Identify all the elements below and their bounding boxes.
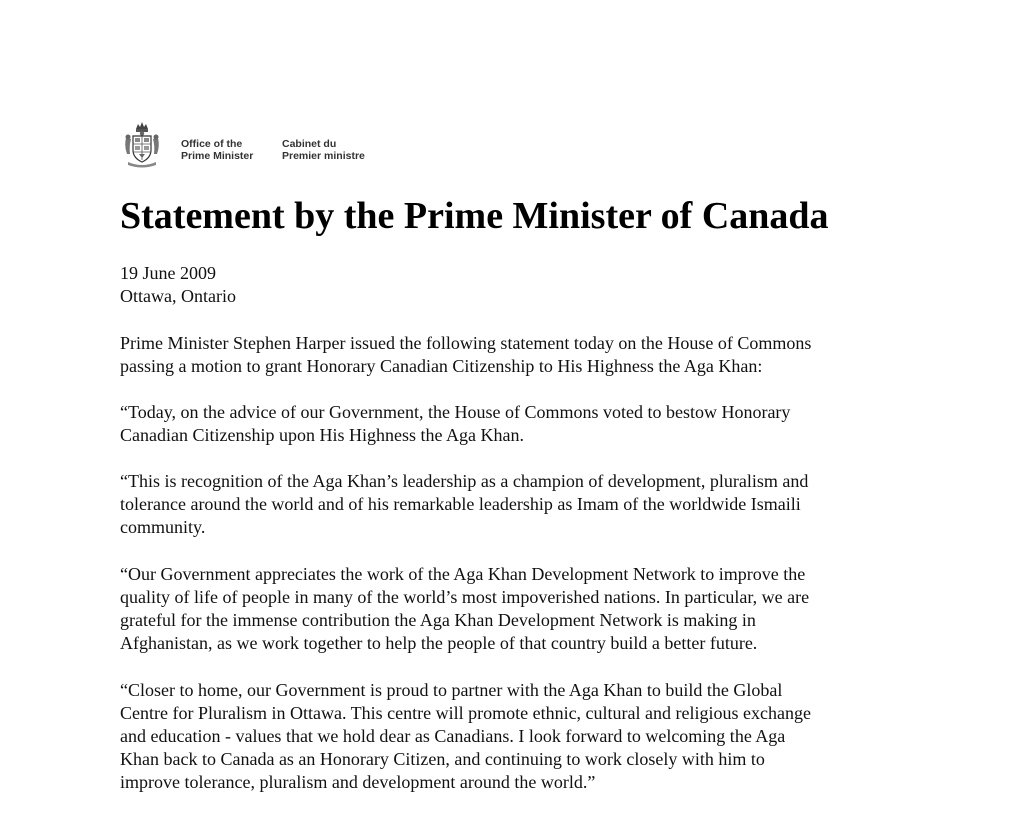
statement-date: 19 June 2009 [120, 263, 216, 283]
paragraph-recognition [120, 470, 920, 539]
paragraph-line: Afghanistan, as we work together to help the people of that country build a better future. [120, 633, 758, 653]
office-fr-line1: Cabinet du [282, 138, 337, 150]
paragraph-house-vote [120, 401, 920, 447]
coat-of-arms-icon [122, 120, 162, 168]
dateline [120, 262, 920, 308]
paragraph-line: tolerance around the world and of his remarkable leadership as Imam of the worldwide Ismaili [120, 494, 801, 514]
paragraph-line: grateful for the immense contribution the Aga Khan Development Network is making in [120, 610, 756, 630]
paragraph-line: Centre for Pluralism in Ottawa. This centre will promote ethnic, cultural and religious exchange [120, 703, 811, 723]
paragraph-line: Prime Minister Stephen Harper issued the following statement today on the House of Commons [120, 333, 812, 353]
paragraph-line: community. [120, 517, 206, 537]
office-name-english [181, 138, 253, 162]
office-en-line1: Office of the [181, 138, 243, 150]
statement-location: Ottawa, Ontario [120, 286, 236, 306]
paragraph-line: passing a motion to grant Honorary Canadian Citizenship to His Highness the Aga Khan: [120, 356, 763, 376]
paragraph-line: “Closer to home, our Government is proud to partner with the Aga Khan to build the Global [120, 680, 783, 700]
paragraph-development-network [120, 563, 920, 655]
paragraph-line: “Our Government appreciates the work of the Aga Khan Development Network to improve the [120, 564, 806, 584]
office-fr-line2: Premier ministre [282, 150, 365, 162]
paragraph-global-centre [120, 679, 920, 794]
office-name-french [282, 138, 365, 162]
paragraph-intro [120, 332, 920, 378]
paragraph-line: and education - values that we hold dear as Canadians. I look forward to welcoming the Aga [120, 726, 786, 746]
statement-title: Statement by the Prime Minister of Canada [120, 195, 829, 237]
paragraph-line: “This is recognition of the Aga Khan’s leadership as a champion of development, pluralism and [120, 471, 809, 491]
letterhead [122, 120, 365, 168]
paragraph-line: “Today, on the advice of our Government, the House of Commons voted to bestow Honorary [120, 402, 791, 422]
paragraph-line: improve tolerance, pluralism and development around the world.” [120, 772, 596, 792]
paragraph-line: quality of life of people in many of the world’s most impoverished nations. In particular, we are [120, 587, 810, 607]
paragraph-line: Canadian Citizenship upon His Highness the Aga Khan. [120, 425, 524, 445]
paragraph-line: Khan back to Canada as an Honorary Citizen, and continuing to work closely with him to [120, 749, 765, 769]
office-en-line2: Prime Minister [181, 150, 254, 162]
